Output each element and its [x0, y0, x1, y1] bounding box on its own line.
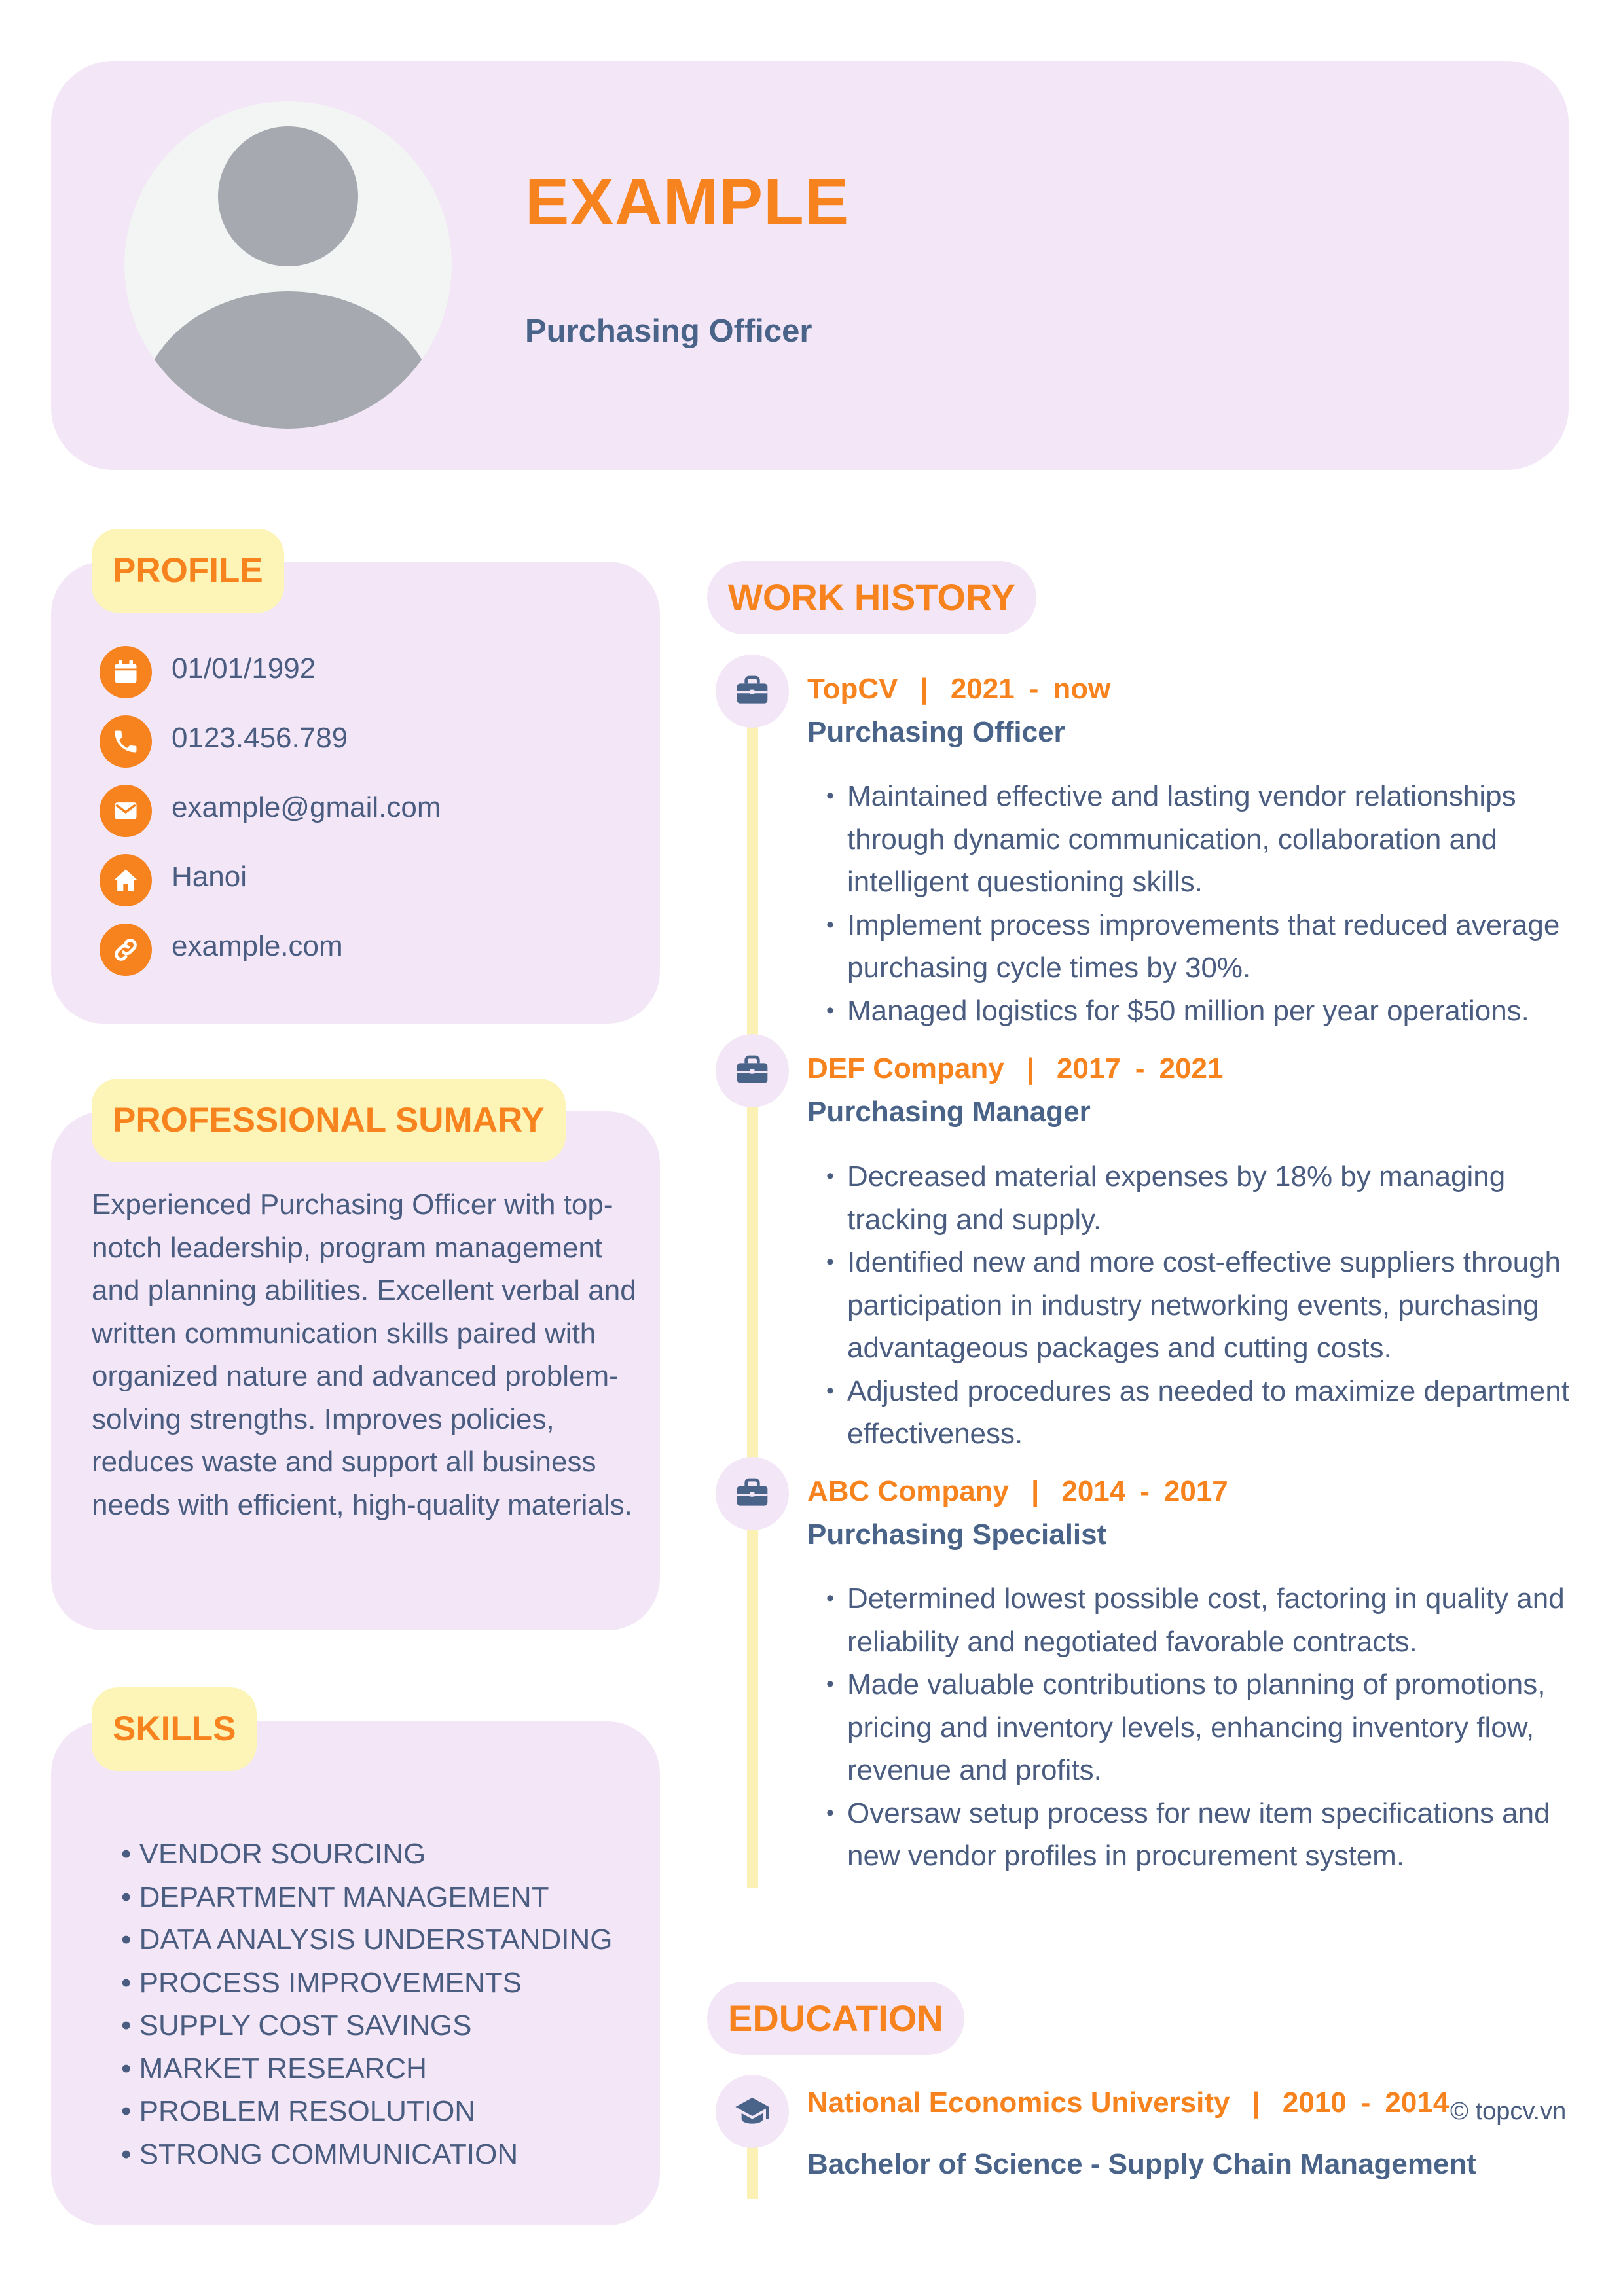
footer-watermark: © topcv.vn [1450, 2098, 1567, 2125]
summary-heading: PROFESSIONAL SUMARY [92, 1079, 566, 1162]
location-text: Hanoi [172, 861, 247, 893]
link-icon [100, 924, 152, 976]
education-end: 2014 [1385, 2087, 1450, 2119]
birthdate-text: 01/01/1992 [172, 653, 316, 685]
job-bullets [826, 1577, 1573, 1878]
education-heading: EDUCATION [707, 1982, 964, 2055]
home-icon [100, 854, 152, 906]
job-end: 2017 [1163, 1475, 1228, 1507]
job-bullet: • Decreased material expenses by 18% by managing tracking and supply. [826, 1155, 1573, 1241]
separator: | [1031, 1475, 1040, 1507]
calendar-icon [100, 646, 152, 698]
job-start: 2017 [1057, 1052, 1121, 1085]
job-bullet: • Managed logistics for $50 million per year operations. [826, 990, 1573, 1033]
phone-icon [100, 715, 152, 768]
school-name: National Economics University [807, 2087, 1230, 2119]
job-header [807, 1052, 1223, 1085]
job-role: Purchasing Specialist [807, 1518, 1107, 1551]
skill-item: • PROCESS IMPROVEMENTS [121, 1966, 522, 1999]
skill-item: • STRONG COMMUNICATION [121, 2138, 519, 2170]
job-end: 2021 [1159, 1052, 1224, 1085]
job-bullets [826, 775, 1573, 1032]
date-dash: - [1135, 1052, 1145, 1085]
job-role: Purchasing Officer [807, 716, 1065, 748]
skills-list [121, 1833, 613, 2176]
work-timeline-line [747, 707, 758, 1888]
avatar-head [218, 126, 358, 266]
job-role: Purchasing Manager [807, 1096, 1091, 1128]
skill-item: • SUPPLY COST SAVINGS [121, 2009, 472, 2041]
education-header [807, 2087, 1449, 2119]
phone-text: 0123.456.789 [172, 722, 348, 754]
separator: | [1252, 2087, 1260, 2119]
email-icon [100, 785, 152, 837]
job-start: 2014 [1061, 1475, 1126, 1507]
company-name: TopCV [807, 673, 898, 705]
company-name: ABC Company [807, 1475, 1010, 1507]
job-bullet: • Determined lowest possible cost, factoring in quality and reliability and negotiated favorable contracts. [826, 1577, 1573, 1663]
date-dash: - [1140, 1475, 1150, 1507]
job-bullet: • Identified new and more cost-effective suppliers through participation in industry networking events, purchasing advantageous packages and cutting costs. [826, 1241, 1573, 1370]
date-dash: - [1360, 2087, 1371, 2119]
skill-item: • MARKET RESEARCH [121, 2052, 427, 2085]
email-text: example@gmail.com [172, 791, 441, 823]
website-text: example.com [172, 930, 343, 962]
briefcase-icon [716, 655, 789, 728]
job-bullet: • Implement process improvements that reduced average purchasing cycle times by 30%. [826, 904, 1573, 990]
skill-item: • VENDOR SOURCING [121, 1838, 426, 1870]
company-name: DEF Company [807, 1052, 1004, 1085]
skill-item: • DEPARTMENT MANAGEMENT [121, 1880, 549, 1913]
summary-text: Experienced Purchasing Officer with top-notch leadership, program management and planning abilities. Excellent verbal and written communication skills paired with organized nature and advanced problem-solving strengths. Improves policies, reduces waste and support all business needs with efficient, high-quality materials. [92, 1189, 636, 1521]
avatar [124, 101, 452, 429]
separator: | [920, 673, 928, 705]
job-bullet: • Adjusted procedures as needed to maximize department effectiveness. [826, 1370, 1573, 1456]
skill-item: • PROBLEM RESOLUTION [121, 2095, 476, 2127]
work-history-heading: WORK HISTORY [707, 561, 1036, 634]
job-end: now [1053, 673, 1111, 705]
job-header [807, 673, 1110, 706]
education-start: 2010 [1282, 2087, 1347, 2119]
briefcase-icon [716, 1457, 789, 1530]
skill-item: • DATA ANALYSIS UNDERSTANDING [121, 1924, 613, 1956]
briefcase-icon [716, 1034, 789, 1107]
job-bullet: • Made valuable contributions to planning of promotions, pricing and inventory levels, enhancing inventory flow, revenue and profits. [826, 1663, 1573, 1792]
candidate-name: EXAMPLE [525, 166, 850, 239]
job-title: Purchasing Officer [525, 314, 812, 349]
separator: | [1026, 1052, 1035, 1085]
job-start: 2021 [950, 673, 1015, 705]
job-bullet: • Maintained effective and lasting vendor relationships through dynamic communication, collaboration and intelligent questioning skills. [826, 775, 1573, 904]
job-header [807, 1475, 1228, 1508]
profile-heading: PROFILE [92, 529, 284, 613]
date-dash: - [1029, 673, 1039, 705]
avatar-body [141, 291, 435, 429]
graduation-cap-icon [716, 2075, 789, 2148]
degree: Bachelor of Science - Supply Chain Management [807, 2148, 1476, 2180]
skills-heading: SKILLS [92, 1687, 257, 1771]
job-bullet: • Oversaw setup process for new item specifications and new vendor profiles in procurement system. [826, 1792, 1573, 1878]
job-bullets [826, 1155, 1573, 1456]
